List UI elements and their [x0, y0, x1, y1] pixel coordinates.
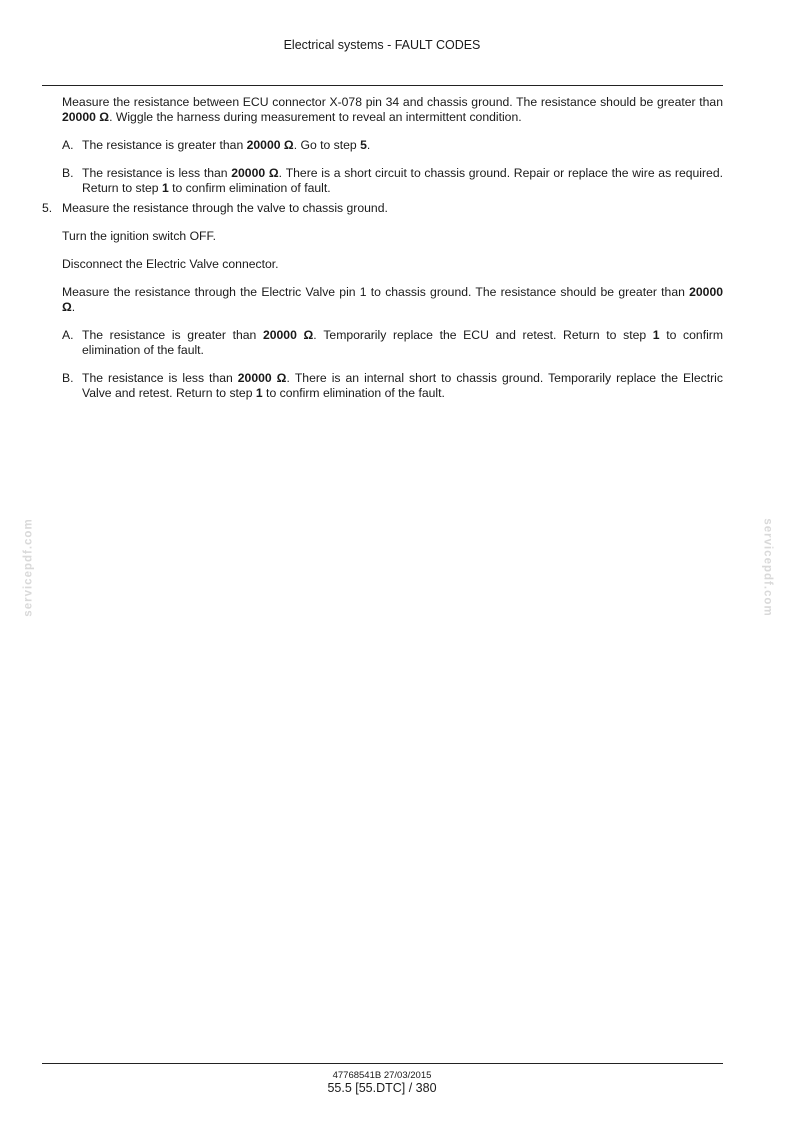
step-5-option-a	[62, 328, 723, 358]
watermark-left: servicepdf.com	[22, 518, 35, 617]
option-text: . Temporarily replace the ECU and retest. Return to step	[313, 328, 653, 342]
option-threshold: 20000 Ω	[237, 371, 287, 385]
option-threshold: 20000 Ω	[262, 328, 314, 342]
step-5-instruction-disconnect: Disconnect the Electric Valve connector.	[62, 257, 279, 271]
watermark-right: servicepdf.com	[761, 518, 774, 617]
page-header-title: Electrical systems - FAULT CODES	[283, 38, 481, 52]
intro-text-1: Measure the resistance between ECU connector X-078 pin 34 and chassis ground. The resistance should be greater than	[62, 95, 723, 109]
option-marker: A.	[62, 328, 74, 342]
footer-divider	[42, 1063, 723, 1064]
option-threshold: 20000 Ω	[246, 138, 294, 152]
option-text: . There is an internal short to chassis ground. Temporarily replace the Electric Valve and retest. Return to step	[82, 371, 723, 400]
step-5-heading	[42, 201, 723, 216]
step-5-measure-paragraph	[62, 285, 723, 315]
intro-threshold: 20000 Ω	[62, 110, 110, 124]
intro-text-2: . Wiggle the harness during measurement to reveal an intermittent condition.	[109, 110, 522, 124]
intro-option-a	[62, 138, 723, 153]
option-step-number: 1	[255, 386, 263, 400]
option-text: to confirm elimination of fault.	[168, 181, 331, 195]
option-marker: B.	[62, 371, 74, 385]
footer-document-code: 47768541B 27/03/2015	[332, 1070, 432, 1081]
intro-paragraph	[62, 95, 723, 125]
footer-page-number: 55.5 [55.DTC] / 380	[327, 1081, 437, 1095]
option-text: .	[366, 138, 371, 152]
step-number: 5.	[42, 201, 53, 215]
option-threshold: 20000 Ω	[231, 166, 279, 180]
option-text: The resistance is less than	[82, 371, 238, 385]
option-text: The resistance is greater than	[82, 138, 247, 152]
document-body	[42, 95, 723, 414]
intro-option-b	[62, 166, 723, 196]
option-text: to confirm elimination of the fault.	[262, 386, 445, 400]
measure-text-2: .	[71, 300, 76, 314]
option-text: . There is a short circuit to chassis ground. Repair or replace the wire as required. Return to step	[82, 166, 723, 195]
option-text: to confirm elimination of the fault.	[82, 328, 723, 357]
option-marker: B.	[62, 166, 74, 180]
measure-threshold: 20000 Ω	[62, 285, 723, 314]
step-5-instruction-ignition: Turn the ignition switch OFF.	[62, 229, 216, 243]
option-step-number: 5	[360, 138, 367, 152]
option-step-number: 1	[652, 328, 660, 342]
step-5-option-b	[62, 371, 723, 401]
step-title: Measure the resistance through the valve to chassis ground.	[62, 201, 388, 215]
header-divider	[42, 85, 723, 86]
option-text: . Go to step	[293, 138, 361, 152]
measure-text-1: Measure the resistance through the Electric Valve pin 1 to chassis ground. The resistance should be greater than	[62, 285, 690, 299]
option-step-number: 1	[161, 181, 169, 195]
option-marker: A.	[62, 138, 74, 152]
option-text: The resistance is less than	[82, 166, 232, 180]
option-text: The resistance is greater than	[82, 328, 263, 342]
